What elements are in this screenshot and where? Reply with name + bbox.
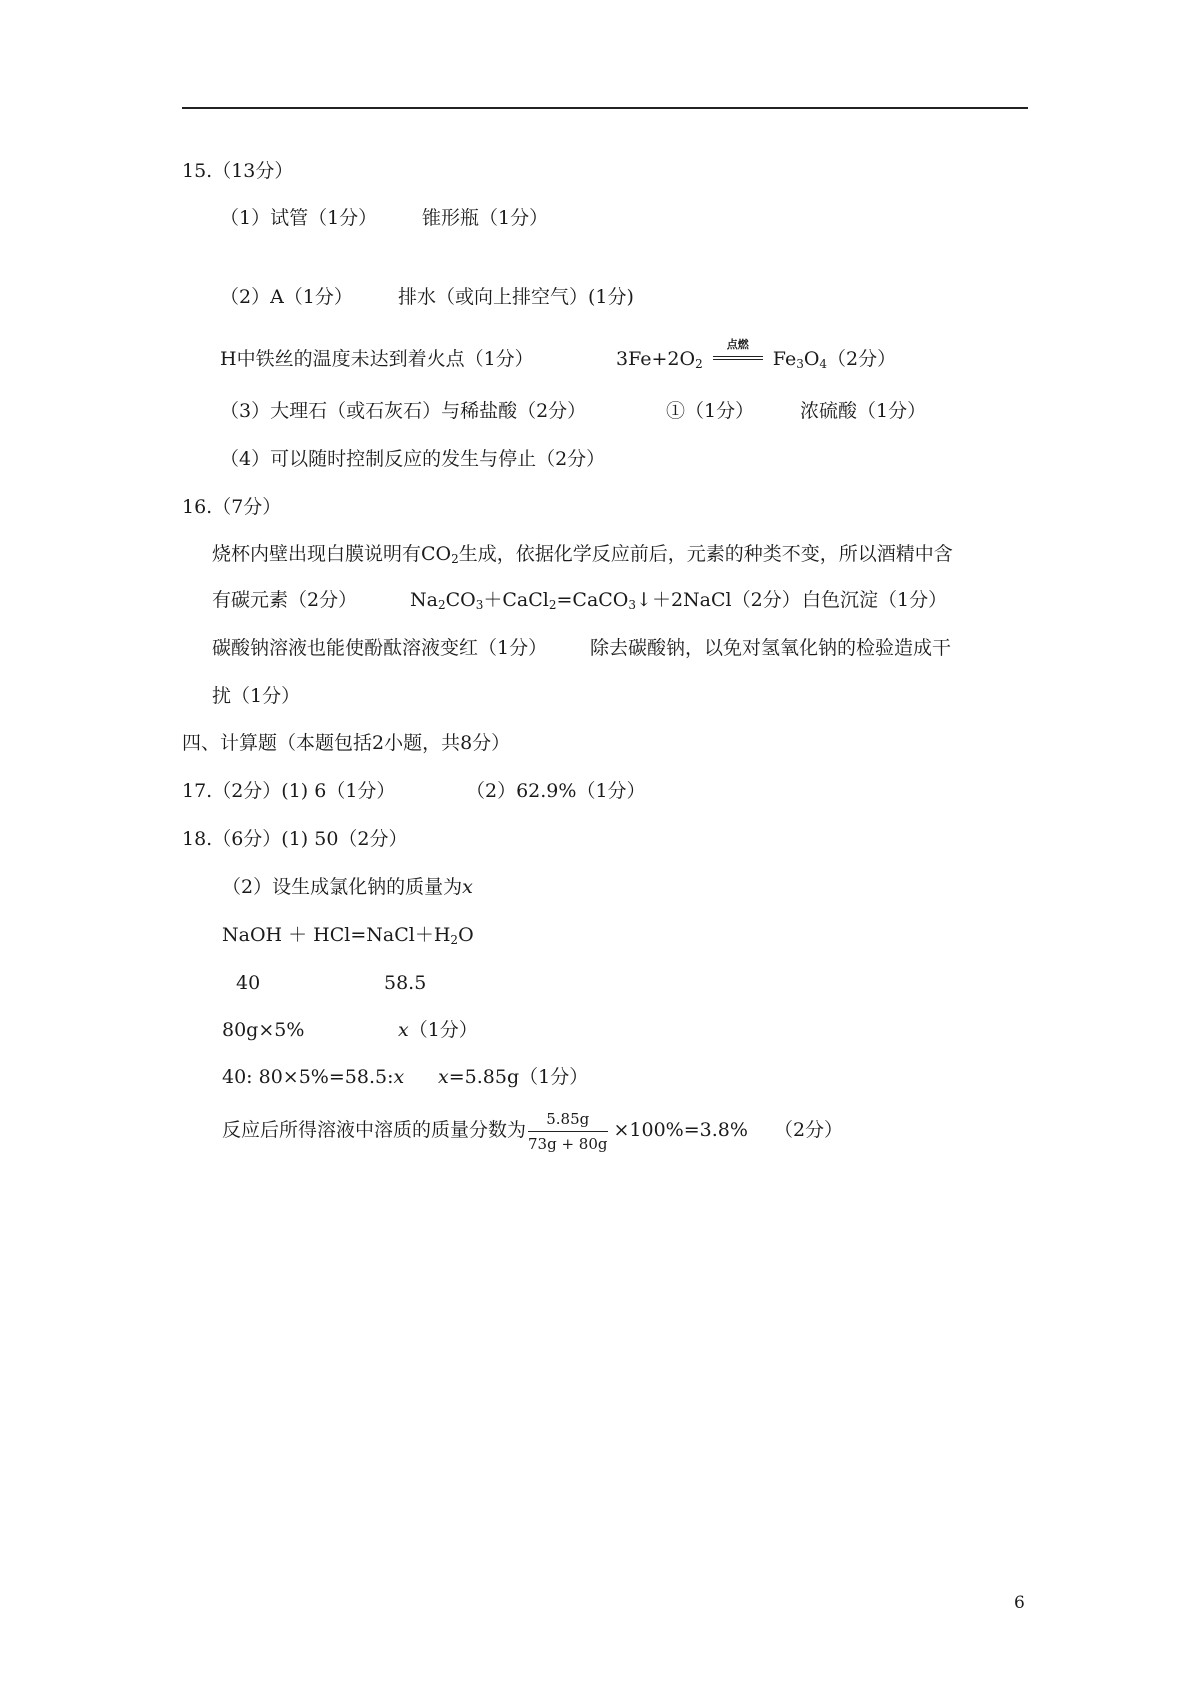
- variable-x: x: [393, 1066, 405, 1088]
- eq-rhs-sub2: 4: [819, 357, 828, 371]
- page-number: 6: [1014, 1593, 1025, 1613]
- eq-rhs-a: Fe: [772, 348, 797, 370]
- eq-score: （2分）: [827, 348, 897, 370]
- variable-x: x: [462, 876, 473, 898]
- q18-header: 18.（6分）(1) 50（2分）: [182, 828, 408, 850]
- eq2-s2: 3: [475, 598, 484, 612]
- eq2-s1: 2: [437, 598, 446, 612]
- q18-ratio-text: 40: 80×5%=58.5:: [222, 1066, 394, 1088]
- q15-part3-answer-c: 浓硫酸（1分）: [800, 400, 927, 422]
- q18-molar-mass-nacl: 58.5: [384, 972, 427, 994]
- q16-line1-sub: 2: [451, 552, 459, 566]
- eq2-e: ↓＋2NaCl（2分）: [636, 589, 801, 611]
- q16-line3-a: 碳酸钠溶液也能使酚酞溶液变红（1分）: [212, 637, 548, 659]
- variable-x: x: [398, 1019, 409, 1041]
- eq2-s3: 2: [548, 598, 557, 612]
- q18-final-answer: [222, 1108, 843, 1153]
- section-4-heading: 四、计算题（本题包括2小题，共8分）: [182, 732, 511, 754]
- eq-lhs-sub: 2: [695, 357, 703, 371]
- q18-score-1: （1分）: [408, 1019, 478, 1041]
- eq2-b: CO: [445, 589, 476, 611]
- q16-line1: [212, 541, 953, 567]
- q18-solution-text: =5.85g（1分）: [448, 1066, 589, 1088]
- q15-part4-answer: （4）可以随时控制反应的发生与停止（2分）: [220, 448, 606, 470]
- q18-final-text: 反应后所得溶液中溶质的质量分数为: [222, 1119, 527, 1141]
- q15-header: 15.（13分）: [182, 160, 294, 182]
- q16-na2co3-equation: [410, 587, 801, 613]
- eq2-c: ＋CaCl: [483, 589, 549, 611]
- q18-final-score: （2分）: [773, 1119, 844, 1141]
- q17-answer-b: （2）62.9%（1分）: [466, 780, 646, 802]
- q16-line4: 扰（1分）: [212, 685, 301, 707]
- q15-fe-equation: [616, 338, 897, 372]
- q18-ratio: [222, 1064, 404, 1090]
- eq2-d: =CaCO: [556, 589, 629, 611]
- fraction-numerator: 5.85g: [528, 1110, 607, 1132]
- q16-line2-c: 白色沉淀（1分）: [802, 589, 948, 611]
- fraction: [528, 1110, 607, 1153]
- q16-header: 16.（7分）: [182, 496, 282, 518]
- eq-rhs-sub1: 3: [796, 357, 804, 371]
- q16-line2-a: 有碳元素（2分）: [212, 589, 358, 611]
- q15-part2-answer-b: 排水（或向上排空气）(1分): [398, 286, 634, 308]
- condition-label: 点燃: [726, 338, 749, 351]
- q18-final-result: ×100%=3.8%: [613, 1119, 748, 1141]
- q15-part2-answer-c: H中铁丝的温度未达到着火点（1分）: [220, 348, 534, 370]
- fraction-denominator: 73g + 80g: [528, 1134, 608, 1153]
- q15-part1-answer-b: 锥形瓶（1分）: [422, 207, 549, 229]
- q18-given-mass: 80g×5%: [222, 1019, 305, 1041]
- q18-eq-a: NaOH ＋ HCl=NaCl＋H: [222, 924, 451, 946]
- q18-solution: [438, 1064, 588, 1090]
- q18-naoh-equation: [222, 922, 474, 948]
- header-rule: [182, 107, 1028, 109]
- q15-part2-answer-a: （2）A（1分）: [220, 286, 353, 308]
- q15-part1-answer-a: （1）试管（1分）: [220, 207, 378, 229]
- q18-part2-intro: [222, 874, 473, 900]
- q15-part3-answer-b: ①（1分）: [666, 400, 755, 422]
- eq-rhs-b: O: [803, 348, 820, 370]
- q15-part3-answer-a: （3）大理石（或石灰石）与稀盐酸（2分）: [220, 400, 587, 422]
- variable-x: x: [438, 1066, 449, 1088]
- eq2-s4: 3: [628, 598, 637, 612]
- reaction-condition: [713, 338, 763, 365]
- q18-molar-mass-naoh: 40: [236, 972, 261, 994]
- eq2-a: Na: [410, 589, 438, 611]
- q16-line1-b: 生成，依据化学反应前后，元素的种类不变，所以酒精中含: [458, 543, 953, 565]
- q18-eq-b: O: [458, 924, 474, 946]
- eq-lhs: 3Fe+2O: [616, 348, 696, 370]
- q16-line3-b: 除去碳酸钠，以免对氢氧化钠的检验造成干: [590, 637, 952, 659]
- q18-unknown-x: [398, 1017, 478, 1043]
- q18-part2-text: （2）设生成氯化钠的质量为: [222, 876, 463, 898]
- q17-answer-a: 17.（2分）(1) 6（1分）: [182, 780, 396, 802]
- q18-eq-sub: 2: [450, 933, 459, 947]
- q16-line1-a: 烧杯内壁出现白膜说明有CO: [212, 543, 452, 565]
